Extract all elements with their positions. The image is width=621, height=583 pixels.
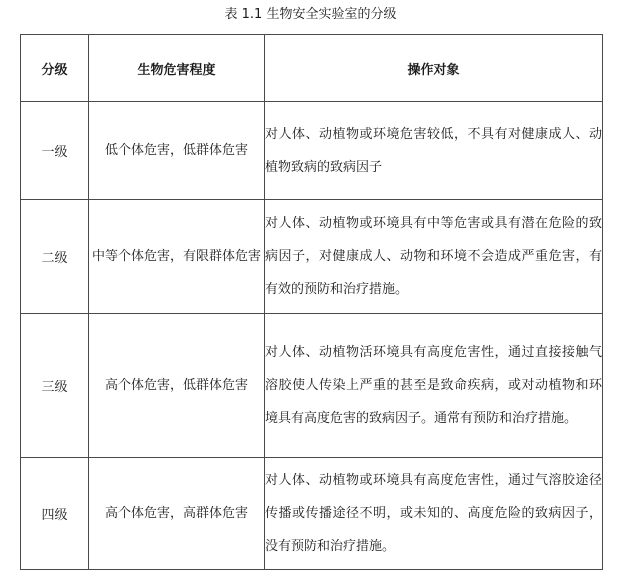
cell-level: 三级 <box>21 314 89 458</box>
table-row <box>21 200 603 314</box>
cell-target: 对人体、动植物或环境具有高度危害性，通过气溶胶途径传播或传播途径不明，或未知的、高度危险的致病因子，没有预防和治疗措施。 <box>265 458 603 570</box>
header-hazard: 生物危害程度 <box>89 35 265 102</box>
cell-target: 对人体、动植物或环境危害较低，不具有对健康成人、动植物致病的致病因子 <box>265 102 603 200</box>
cell-level: 二级 <box>21 200 89 314</box>
biosafety-level-table <box>20 34 603 570</box>
cell-hazard: 低个体危害，低群体危害 <box>89 102 265 200</box>
cell-hazard: 高个体危害，高群体危害 <box>89 458 265 570</box>
header-target: 操作对象 <box>265 35 603 102</box>
header-level: 分级 <box>21 35 89 102</box>
cell-level: 一级 <box>21 102 89 200</box>
table-row <box>21 314 603 458</box>
table-caption: 表 1.1 生物安全实验室的分级 <box>224 7 397 22</box>
table-row <box>21 102 603 200</box>
table-header-row <box>21 35 603 102</box>
cell-hazard: 中等个体危害，有限群体危害 <box>89 200 265 314</box>
cell-hazard: 高个体危害，低群体危害 <box>89 314 265 458</box>
cell-target: 对人体、动植物活环境具有高度危害性，通过直接接触气溶胶使人传染上严重的甚至是致命疾病，或对动植物和环境具有高度危害的致病因子。通常有预防和治疗措施。 <box>265 314 603 458</box>
cell-level: 四级 <box>21 458 89 570</box>
cell-target: 对人体、动植物或环境具有中等危害或具有潜在危险的致病因子，对健康成人、动物和环境不会造成严重危害，有有效的预防和治疗措施。 <box>265 200 603 314</box>
table-row <box>21 458 603 570</box>
